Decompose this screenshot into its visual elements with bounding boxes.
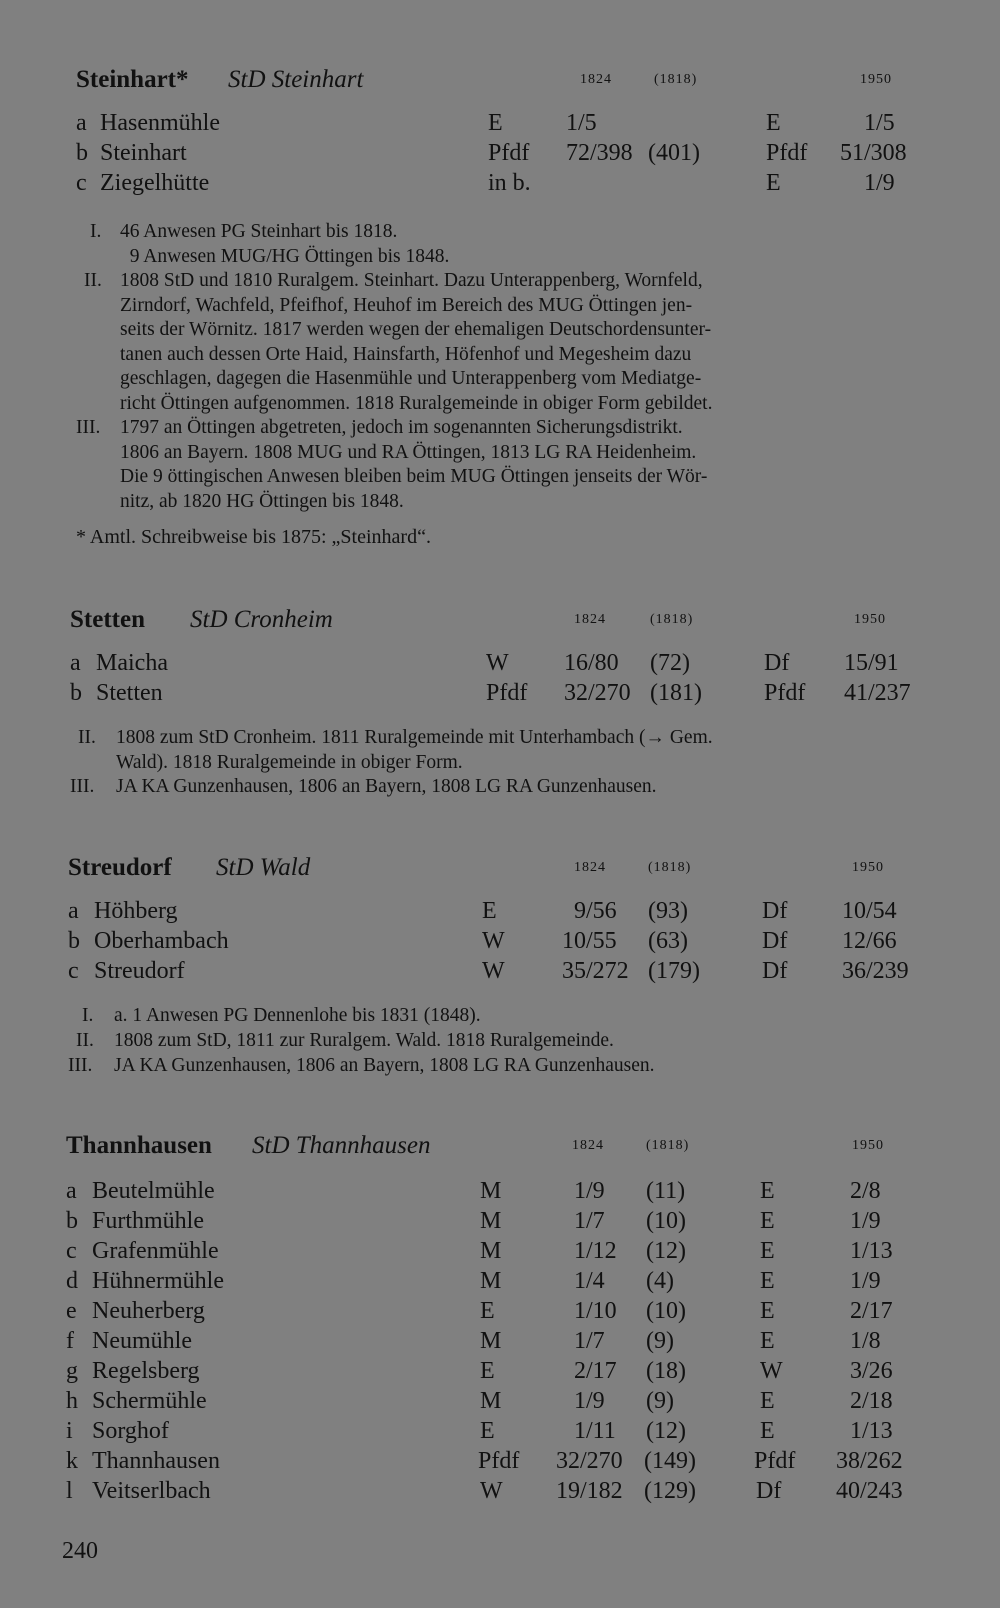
row-value-1818: (11): [646, 1178, 686, 1204]
page-number: 240: [62, 1538, 98, 1564]
entry-heading: [76, 66, 936, 100]
year-1950: 1950: [860, 72, 892, 87]
row-value-1818: (179): [648, 958, 700, 984]
row-type-1824: W: [482, 958, 505, 984]
year-1818: (1818): [648, 860, 692, 875]
row-value-1824: 1/9: [574, 1388, 605, 1414]
row-type-1824: M: [480, 1178, 502, 1204]
year-1950: 1950: [852, 1138, 884, 1153]
row-value-1818: (63): [648, 928, 688, 954]
row-type-1950: Pfdf: [754, 1448, 796, 1474]
table-row: [68, 928, 928, 958]
row-type-1824: M: [480, 1328, 502, 1354]
note-ii: [76, 269, 936, 416]
row-value-1824: 1/7: [574, 1208, 605, 1234]
row-value-1950: 10/54: [842, 898, 897, 924]
note-line: 1808 zum StD, 1811 zur Ruralgem. Wald. 1818 Ruralgemeinde.: [114, 1030, 614, 1051]
row-type-1824: E: [480, 1358, 495, 1384]
note-number: II.: [84, 270, 102, 291]
row-value-1950: 1/8: [850, 1328, 881, 1354]
table-row: [76, 110, 936, 140]
row-type-1824: E: [488, 110, 503, 136]
row-type-1950: Df: [762, 958, 788, 984]
history-notes: [68, 1004, 928, 1079]
row-value-1818: (401): [648, 140, 700, 166]
note-line: tanen auch dessen Orte Haid, Hainsfarth, Höfenhof und Megesheim dazu: [120, 343, 692, 365]
year-1824: 1824: [580, 72, 612, 87]
table-row: [70, 650, 930, 680]
entry-heading: [68, 854, 928, 888]
row-value-1950: 1/9: [864, 170, 895, 196]
row-value-1824: 1/5: [566, 110, 597, 136]
row-value-1824: 72/398: [566, 140, 633, 166]
row-name: Grafenmühle: [92, 1238, 219, 1264]
table-row: [66, 1448, 926, 1478]
row-type-1950: W: [760, 1358, 783, 1384]
place-name: Steinhart*: [76, 66, 189, 93]
table-row: [66, 1478, 926, 1508]
row-letter: e: [66, 1298, 77, 1324]
row-name: Beutelmühle: [92, 1178, 215, 1204]
table-row: [66, 1238, 926, 1268]
row-type-1950: E: [760, 1328, 775, 1354]
row-value-1950: 12/66: [842, 928, 897, 954]
row-value-1824: 32/270: [564, 680, 631, 706]
row-name: Sorghof: [92, 1418, 169, 1444]
row-name: Höhberg: [94, 898, 178, 924]
row-value-1950: 36/239: [842, 958, 909, 984]
year-1824: 1824: [574, 860, 606, 875]
row-value-1950: 1/13: [850, 1418, 893, 1444]
row-name: Hasenmühle: [100, 110, 220, 136]
row-value-1818: (12): [646, 1418, 686, 1444]
row-value-1818: (10): [646, 1208, 686, 1234]
row-type-1824: E: [480, 1418, 495, 1444]
row-type-1824: Pfdf: [486, 680, 528, 706]
table-row: [76, 170, 936, 200]
entry-stetten: [70, 606, 930, 800]
note-number: I.: [90, 221, 102, 242]
entry-heading: [66, 1132, 926, 1166]
row-value-1818: (4): [646, 1268, 674, 1294]
note-line: a. 1 Anwesen PG Dennenlohe bis 1831 (1848).: [114, 1005, 481, 1026]
table-row: [66, 1208, 926, 1238]
row-letter: c: [66, 1238, 77, 1264]
year-1818: (1818): [650, 612, 694, 627]
row-name: Stetten: [96, 680, 163, 706]
note-iii: [70, 775, 930, 800]
row-letter: i: [66, 1418, 73, 1444]
row-value-1950: 15/91: [844, 650, 899, 676]
note-line: richt Öttingen aufgenommen. 1818 Ruralgemeinde in obiger Form gebildet.: [120, 392, 713, 414]
row-letter: b: [70, 680, 82, 706]
row-value-1950: 38/262: [836, 1448, 903, 1474]
row-letter: k: [66, 1448, 78, 1474]
entry-streudorf: [68, 854, 928, 1079]
table-row: [66, 1328, 926, 1358]
row-letter: c: [76, 170, 87, 196]
history-notes: [76, 220, 936, 514]
note-iii: [76, 416, 936, 514]
row-name: Hühnermühle: [92, 1268, 224, 1294]
row-type-1950: Pfdf: [766, 140, 808, 166]
table-row: [76, 140, 936, 170]
row-type-1950: E: [766, 110, 781, 136]
note-i: [76, 220, 936, 269]
row-name: Neuherberg: [92, 1298, 205, 1324]
row-value-1824: 9/56: [574, 898, 617, 924]
row-type-1824: W: [486, 650, 509, 676]
row-type-1824: W: [482, 928, 505, 954]
row-letter: d: [66, 1268, 78, 1294]
note-ii: [70, 726, 930, 775]
note-line: 9 Anwesen MUG/HG Öttingen bis 1848.: [120, 245, 450, 267]
hamlet-table: [76, 110, 936, 200]
row-letter: l: [66, 1478, 73, 1504]
district-name: StD Steinhart: [228, 66, 364, 93]
row-value-1824: 35/272: [562, 958, 629, 984]
note-line: 46 Anwesen PG Steinhart bis 1818.: [120, 221, 398, 242]
note-line: 1806 an Bayern. 1808 MUG und RA Öttingen, 1813 LG RA Heidenheim.: [120, 441, 697, 463]
note-line: nitz, ab 1820 HG Öttingen bis 1848.: [120, 490, 404, 512]
row-letter: a: [66, 1178, 77, 1204]
note-i: [68, 1004, 928, 1029]
note-line: 1797 an Öttingen abgetreten, jedoch im sogenannten Sicherungsdistrikt.: [120, 417, 683, 438]
row-value-1818: (93): [648, 898, 688, 924]
note-line: JA KA Gunzenhausen, 1806 an Bayern, 1808 LG RA Gunzenhausen.: [116, 776, 657, 797]
note-number: II.: [78, 727, 96, 748]
row-letter: a: [68, 898, 79, 924]
row-type-1824: M: [480, 1388, 502, 1414]
place-name: Streudorf: [68, 854, 172, 881]
row-type-1824: Pfdf: [488, 140, 530, 166]
row-value-1818: (181): [650, 680, 702, 706]
hamlet-table: [66, 1178, 926, 1508]
row-letter: a: [76, 110, 87, 136]
row-value-1824: 2/17: [574, 1358, 617, 1384]
row-value-1824: 16/80: [564, 650, 619, 676]
row-value-1824: 1/7: [574, 1328, 605, 1354]
row-type-1950: E: [760, 1418, 775, 1444]
row-type-1950: E: [760, 1298, 775, 1324]
row-letter: b: [76, 140, 88, 166]
row-value-1950: 51/308: [840, 140, 907, 166]
year-1818: (1818): [654, 72, 698, 87]
row-name: Ziegelhütte: [100, 170, 210, 196]
row-type-1950: E: [760, 1388, 775, 1414]
row-type-1950: E: [760, 1268, 775, 1294]
row-type-1950: Df: [762, 898, 788, 924]
table-row: [68, 898, 928, 928]
row-value-1824: 19/182: [556, 1478, 623, 1504]
row-letter: b: [66, 1208, 78, 1234]
row-name: Schermühle: [92, 1388, 207, 1414]
row-name: Furthmühle: [92, 1208, 204, 1234]
note-number: I.: [82, 1005, 94, 1026]
table-row: [66, 1358, 926, 1388]
row-value-1818: (18): [646, 1358, 686, 1384]
row-value-1824: 1/4: [574, 1268, 605, 1294]
row-type-1950: Df: [762, 928, 788, 954]
footnote: * Amtl. Schreibweise bis 1875: „Steinhard“.: [76, 526, 431, 548]
year-1824: 1824: [574, 612, 606, 627]
row-type-1824: M: [480, 1238, 502, 1264]
note-iii: [68, 1054, 928, 1079]
row-value-1824: 1/9: [574, 1178, 605, 1204]
note-line: Die 9 öttingischen Anwesen bleiben beim MUG Öttingen jenseits der Wör-: [120, 466, 708, 487]
note-ii: [68, 1029, 928, 1054]
history-notes: [70, 726, 930, 800]
district-name: StD Thannhausen: [252, 1132, 431, 1159]
row-type-1950: E: [760, 1238, 775, 1264]
note-line: seits der Wörnitz. 1817 werden wegen der ehemaligen Deutschordensunter-: [120, 319, 712, 340]
row-name: Steinhart: [100, 140, 187, 166]
district-name: StD Wald: [216, 854, 311, 881]
row-letter: a: [70, 650, 81, 676]
row-value-1824: 10/55: [562, 928, 617, 954]
row-type-1950: Df: [756, 1478, 782, 1504]
row-value-1950: 2/8: [850, 1178, 881, 1204]
row-type-1824: W: [480, 1478, 503, 1504]
row-value-1950: 3/26: [850, 1358, 893, 1384]
row-value-1824: 1/11: [574, 1418, 616, 1444]
row-value-1818: (72): [650, 650, 690, 676]
hamlet-table: [70, 650, 930, 710]
note-number: III.: [76, 417, 101, 438]
district-name: StD Cronheim: [190, 606, 333, 633]
note-line: JA KA Gunzenhausen, 1806 an Bayern, 1808 LG RA Gunzenhausen.: [114, 1055, 655, 1076]
table-row: [70, 680, 930, 710]
table-row: [66, 1298, 926, 1328]
row-type-1824: Pfdf: [478, 1448, 520, 1474]
row-value-1950: 1/5: [864, 110, 895, 136]
row-name: Thannhausen: [92, 1448, 220, 1474]
table-row: [68, 958, 928, 988]
place-name: Stetten: [70, 606, 145, 633]
year-1950: 1950: [852, 860, 884, 875]
row-value-1950: 41/237: [844, 680, 911, 706]
note-number: II.: [76, 1030, 94, 1051]
row-letter: f: [66, 1328, 74, 1354]
row-type-1824: E: [480, 1298, 495, 1324]
row-value-1818: (10): [646, 1298, 686, 1324]
row-letter: b: [68, 928, 80, 954]
row-type-1950: Pfdf: [764, 680, 806, 706]
entry-thannhausen: [66, 1132, 926, 1508]
note-line: Wald). 1818 Ruralgemeinde in obiger Form.: [116, 751, 463, 773]
row-value-1818: (149): [644, 1448, 696, 1474]
row-value-1950: 2/18: [850, 1388, 893, 1414]
row-name: Veitserlbach: [92, 1478, 211, 1504]
table-row: [66, 1268, 926, 1298]
row-value-1950: 40/243: [836, 1478, 903, 1504]
note-line: 1808 zum StD Cronheim. 1811 Ruralgemeinde mit Unterhambach (→ Gem.: [116, 727, 713, 748]
year-1818: (1818): [646, 1138, 690, 1153]
note-line: 1808 StD und 1810 Ruralgem. Steinhart. Dazu Unterappenberg, Wornfeld,: [120, 270, 703, 291]
row-value-1824: 1/10: [574, 1298, 617, 1324]
row-type-1950: Df: [764, 650, 790, 676]
row-value-1950: 1/9: [850, 1268, 881, 1294]
year-1950: 1950: [854, 612, 886, 627]
entry-heading: [70, 606, 930, 640]
row-value-1950: 1/9: [850, 1208, 881, 1234]
row-type-1824: E: [482, 898, 497, 924]
note-number: III.: [70, 776, 95, 797]
note-line: geschlagen, dagegen die Hasenmühle und Unterappenberg vom Mediatge-: [120, 368, 702, 389]
row-value-1818: (9): [646, 1328, 674, 1354]
row-letter: g: [66, 1358, 78, 1384]
row-type-1950: E: [760, 1208, 775, 1234]
year-1824: 1824: [572, 1138, 604, 1153]
row-value-1824: 32/270: [556, 1448, 623, 1474]
note-number: III.: [68, 1055, 93, 1076]
table-row: [66, 1388, 926, 1418]
table-row: [66, 1178, 926, 1208]
row-name: Regelsberg: [92, 1358, 200, 1384]
row-name: Streudorf: [94, 958, 185, 984]
row-name: Maicha: [96, 650, 168, 676]
row-value-1950: 1/13: [850, 1238, 893, 1264]
row-type-1950: E: [766, 170, 781, 196]
row-value-1818: (129): [644, 1478, 696, 1504]
row-type-1824: in b.: [488, 170, 531, 196]
row-value-1950: 2/17: [850, 1298, 893, 1324]
table-row: [66, 1418, 926, 1448]
row-value-1824: 1/12: [574, 1238, 617, 1264]
place-name: Thannhausen: [66, 1132, 212, 1159]
row-name: Neumühle: [92, 1328, 192, 1354]
entry-steinhart: [76, 66, 936, 549]
row-name: Oberhambach: [94, 928, 229, 954]
row-value-1818: (9): [646, 1388, 674, 1414]
row-type-1824: M: [480, 1268, 502, 1294]
row-letter: h: [66, 1388, 78, 1414]
row-type-1824: M: [480, 1208, 502, 1234]
row-letter: c: [68, 958, 79, 984]
row-type-1950: E: [760, 1178, 775, 1204]
hamlet-table: [68, 898, 928, 988]
note-line: Zirndorf, Wachfeld, Pfeifhof, Heuhof im Bereich des MUG Öttingen jen-: [120, 294, 693, 316]
row-value-1818: (12): [646, 1238, 686, 1264]
